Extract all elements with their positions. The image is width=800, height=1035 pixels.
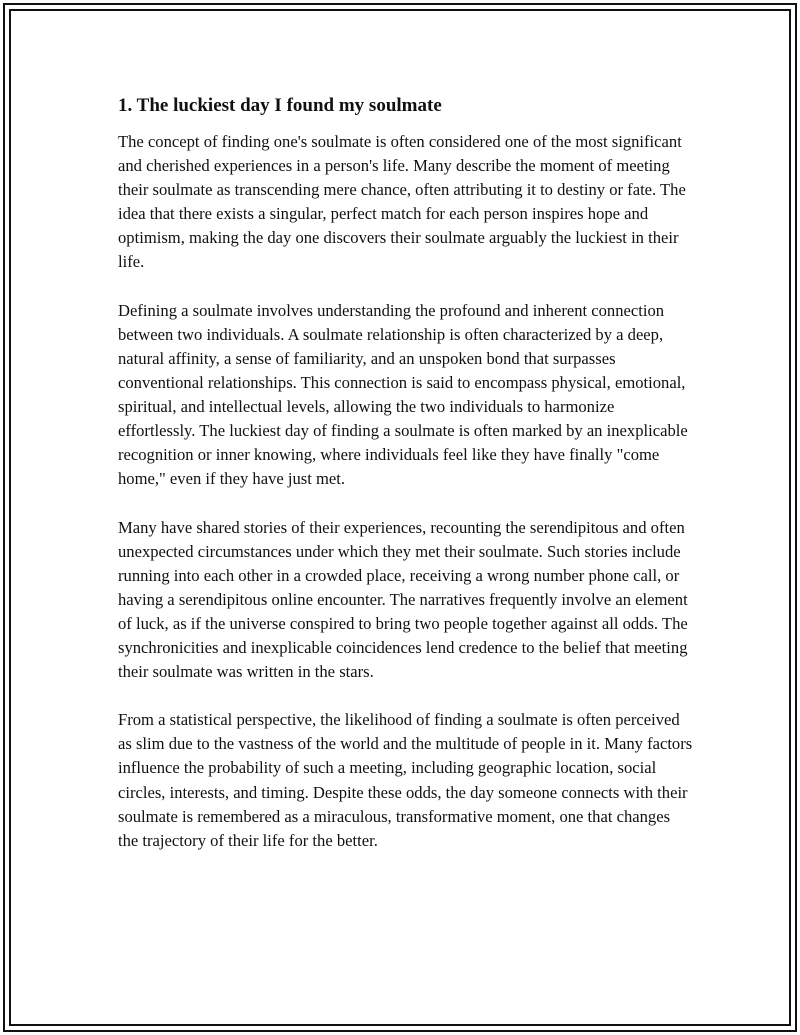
paragraph-1: The concept of finding one's soulmate is often considered one of the most significant and cherished experiences in a person's life. Many describe the moment of meeting their soulmate as transcending mere chance, often attributing it to destiny or fate. The idea that there exists a singular, perfect match for each person inspires hope and optimism, making the day one discovers their soulmate arguably the luckiest in their life. bbox=[118, 132, 686, 272]
paragraph-3: Many have shared stories of their experiences, recounting the serendipitous and often unexpected circumstances under which they met their soulmate. Such stories include running into each other in a crowded place, receiving a wrong number phone call, or having a serendipitous online encounter. The narratives frequently involve an element of luck, as if the universe conspired to bring two people together against all odds. The synchronicities and inexplicable coincidences lend credence to the belief that meeting their soulmate was written in the stars. bbox=[118, 517, 688, 682]
document-body bbox=[118, 93, 693, 877]
section-heading: 1. The luckiest day I found my soulmate bbox=[118, 95, 442, 116]
paragraph-4: From a statistical perspective, the likelihood of finding a soulmate is often perceived as slim due to the vastness of the world and the multitude of people in it. Many factors influence the probability of such a meeting, including geographic location, social circles, interests, and timing. Despite these odds, the day someone connects with their soulmate is remembered as a miraculous, transformative moment, one that changes the trajectory of their life for the better. bbox=[118, 710, 693, 850]
paragraph-2: Defining a soulmate involves understanding the profound and inherent connection between two individuals. A soulmate relationship is often characterized by a deep, natural affinity, a sense of familiarity, and an unspoken bond that surpasses conventional relationships. This connection is said to encompass physical, emotional, spiritual, and intellectual levels, allowing the two individuals to harmonize effortlessly. The luckiest day of finding a soulmate is often marked by an inexplicable recognition or inner knowing, where individuals feel like they have finally "come home," even if they have just met. bbox=[118, 300, 688, 489]
